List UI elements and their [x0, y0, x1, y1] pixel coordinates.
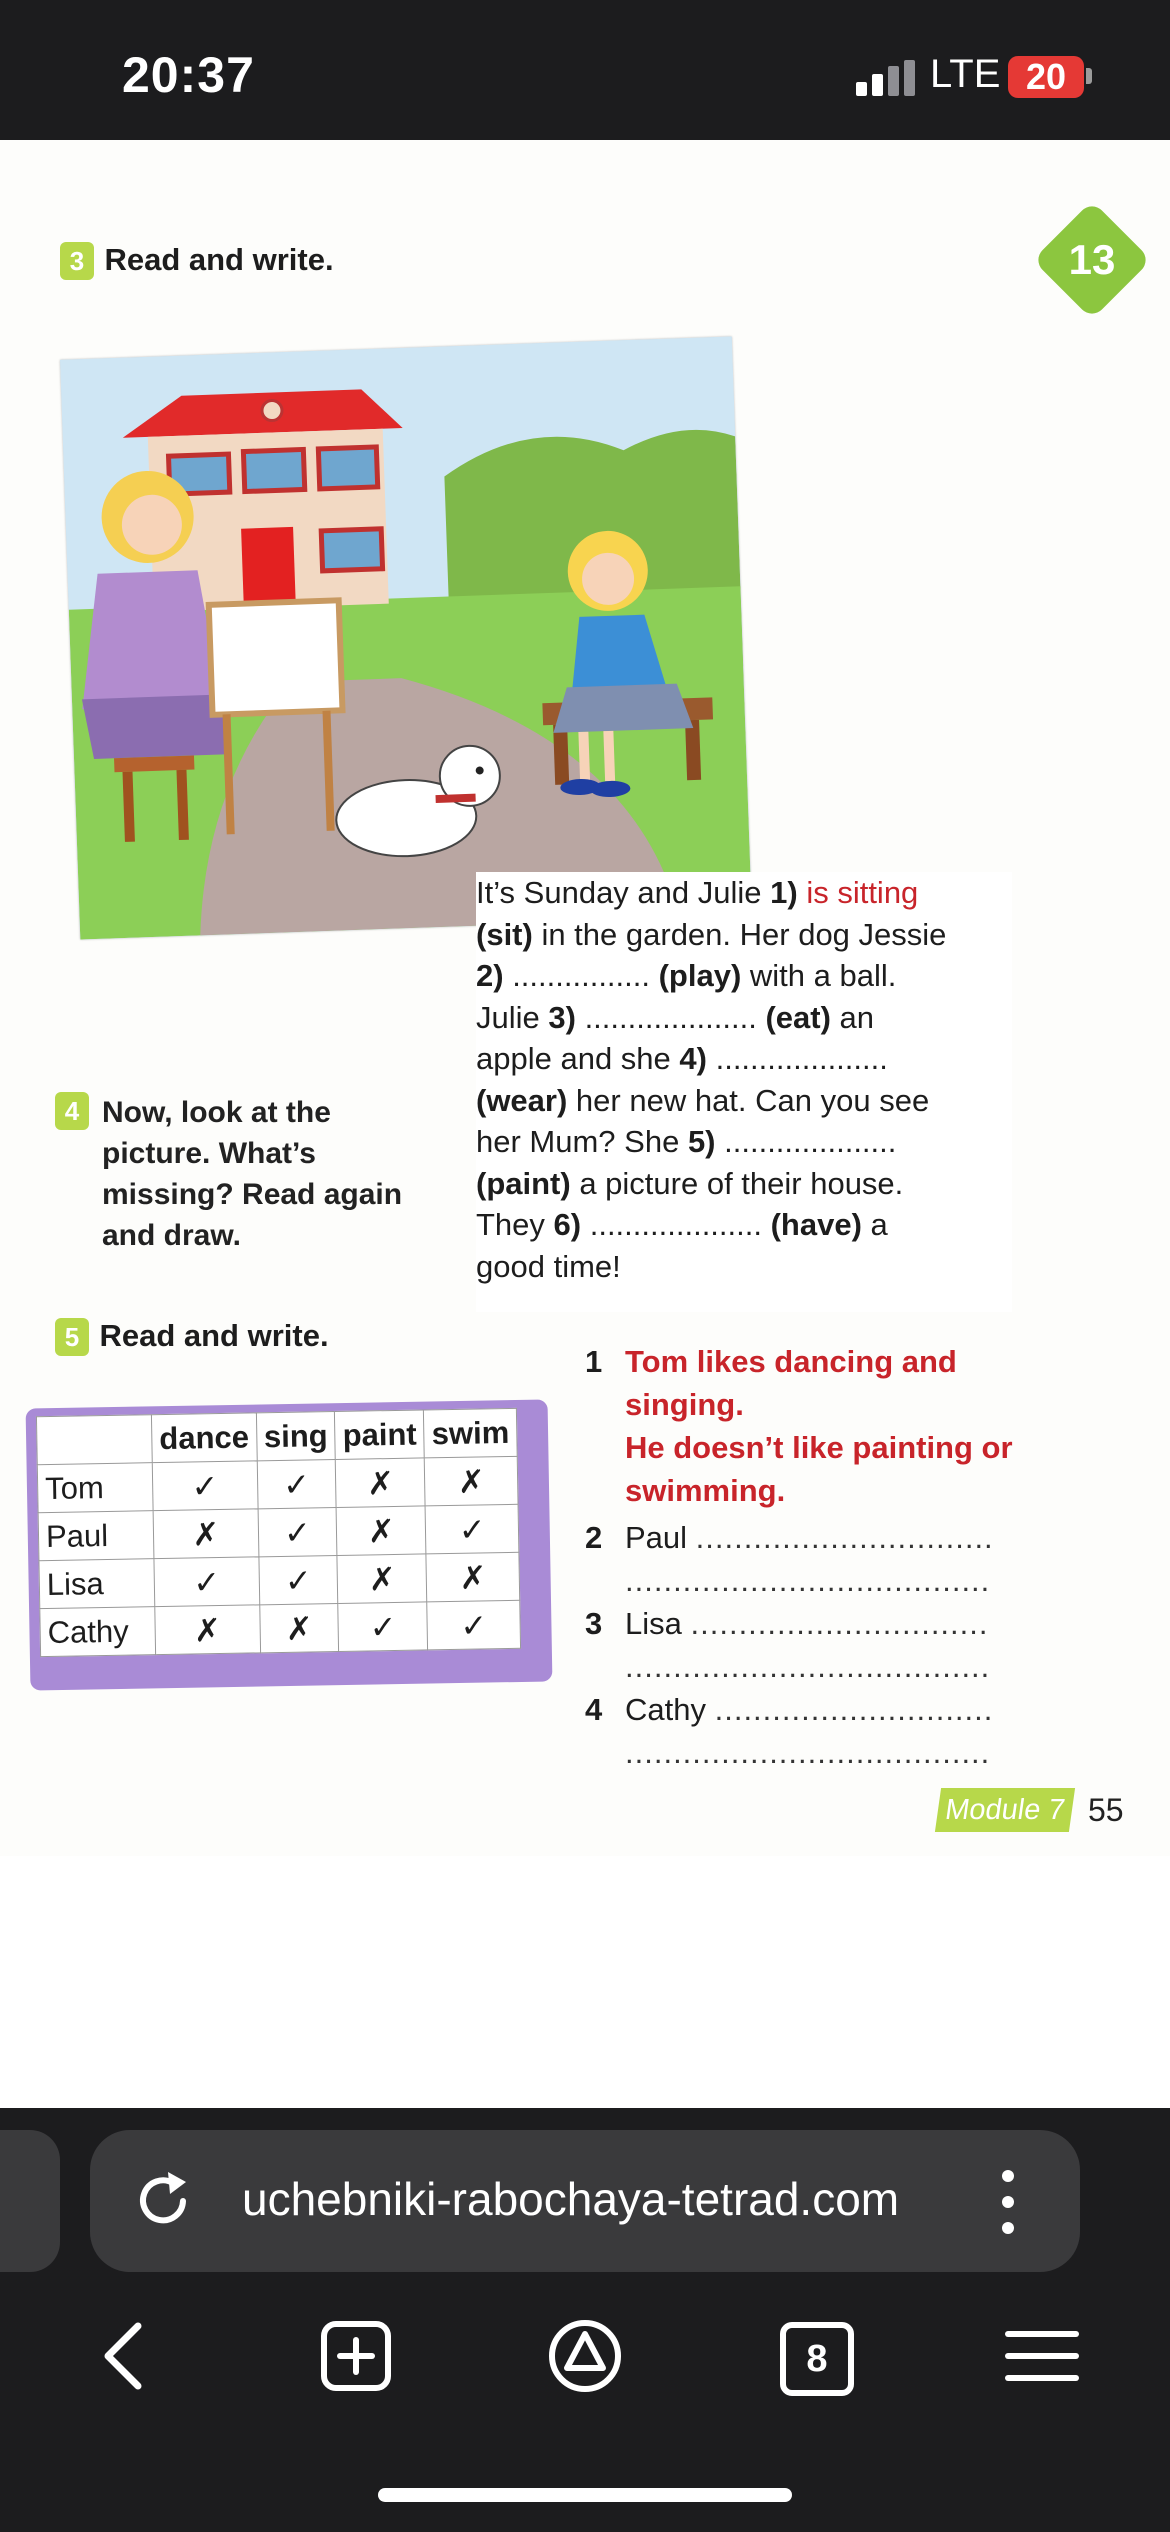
- textbook-page-image: [0, 140, 1170, 1856]
- row-name: Cathy: [40, 1607, 156, 1657]
- table-row: [38, 1504, 519, 1560]
- table-cell: ✓: [338, 1602, 428, 1652]
- row-name: Lisa: [39, 1559, 155, 1609]
- page-number: 55: [1088, 1792, 1124, 1828]
- url-text[interactable]: uchebniki-rabochaya-tetrad.com: [242, 2173, 900, 2225]
- table-cell: ✗: [259, 1603, 339, 1652]
- verb-wear: (wear): [476, 1082, 568, 1118]
- back-icon[interactable]: [88, 2316, 168, 2396]
- home-indicator[interactable]: [378, 2488, 792, 2502]
- table-row: [40, 1600, 521, 1656]
- table-header: sing: [256, 1411, 336, 1460]
- answer-dots: ......................................: [625, 1563, 991, 1598]
- task4-line-4: and draw.: [102, 1219, 241, 1252]
- table-cell: ✓: [258, 1507, 338, 1556]
- verb-have: (have): [770, 1207, 862, 1242]
- example-line-2: He doesn’t like painting or: [625, 1430, 1013, 1465]
- gap-2-number: 2): [476, 958, 504, 993]
- story-line-10: good time!: [476, 1248, 621, 1284]
- row-name: Tom: [37, 1463, 153, 1513]
- gap-2-dots: ................: [503, 958, 659, 993]
- tabs-button[interactable]: [774, 2316, 854, 2396]
- story-text: [476, 872, 1012, 1312]
- story-line-4: Julie: [476, 999, 549, 1035]
- table-cell: ✓: [425, 1504, 518, 1554]
- answer-item: [585, 1516, 1075, 1602]
- skills-table: [36, 1408, 521, 1657]
- answer-item: [585, 1688, 1075, 1774]
- new-tab-icon[interactable]: [316, 2316, 396, 2396]
- answer-name: Paul: [625, 1520, 688, 1555]
- task3-header: [60, 242, 334, 280]
- answers-section: [585, 1340, 1075, 1774]
- network-type: LTE: [930, 52, 1001, 96]
- answer-dots: ......................................: [625, 1649, 991, 1684]
- table-header-row: [36, 1408, 517, 1464]
- menu-icon[interactable]: [1002, 2316, 1082, 2396]
- table-header: swim: [424, 1408, 517, 1458]
- task4-number-badge: [55, 1092, 89, 1130]
- browser-home-icon[interactable]: [545, 2316, 625, 2396]
- battery-nub: [1086, 68, 1092, 84]
- lesson-number: 13: [1068, 236, 1116, 283]
- task3-title: Read and write.: [104, 242, 334, 277]
- story-line-8: a picture of their house.: [570, 1165, 904, 1201]
- gap-6-dots: ....................: [581, 1207, 771, 1242]
- table-cell: ✓: [257, 1459, 337, 1508]
- battery-icon: [1008, 56, 1084, 98]
- garden-scene: [60, 336, 752, 939]
- task4-number: 4: [55, 1092, 89, 1130]
- task4-line-1: Now, look at the: [102, 1096, 331, 1129]
- task4-line-2: picture. What’s: [102, 1137, 316, 1170]
- verb-sit: (sit): [476, 916, 533, 952]
- status-time: 20:37: [122, 47, 255, 103]
- more-options-icon[interactable]: [990, 2164, 1026, 2240]
- story-line-4-end: an: [830, 999, 874, 1035]
- table-header: [36, 1415, 152, 1465]
- verb-play: (play): [658, 958, 742, 993]
- module-tag: Module 7: [935, 1788, 1075, 1832]
- task4-instructions: [102, 1092, 462, 1256]
- table-cell: ✗: [153, 1509, 258, 1559]
- answer-number: 4: [585, 1692, 603, 1727]
- gap-4-dots: ....................: [706, 1041, 888, 1076]
- story-line-3: with a ball.: [741, 958, 897, 993]
- task4-line-3: missing? Read again: [102, 1178, 403, 1211]
- table-cell: ✗: [155, 1605, 260, 1655]
- story-line-9-end: a: [861, 1207, 888, 1242]
- answer-dots: ...............................: [695, 1520, 994, 1555]
- table-row: [37, 1456, 518, 1512]
- verb-paint: (paint): [476, 1165, 571, 1201]
- table-row: [39, 1552, 520, 1608]
- gap-1-number: 1): [770, 875, 798, 910]
- gap-4-number: 4): [679, 1041, 707, 1076]
- table-cell: ✓: [152, 1461, 257, 1511]
- web-page[interactable]: [0, 140, 1170, 2108]
- table-cell: ✓: [427, 1600, 520, 1650]
- gap-5-number: 5): [687, 1124, 716, 1159]
- answer-name: Lisa: [625, 1606, 682, 1641]
- answer-number: 3: [585, 1606, 603, 1641]
- story-line-5: apple and she: [476, 1041, 680, 1076]
- status-bar: [0, 0, 1170, 140]
- previous-tab-edge[interactable]: [0, 2130, 60, 2272]
- story-line-6: her new hat. Can you see: [567, 1082, 930, 1118]
- gap-3-number: 3): [548, 999, 576, 1035]
- gap-3-dots: ....................: [575, 999, 766, 1035]
- example-line-1: Tom likes dancing and singing.: [625, 1344, 957, 1422]
- task5-header: [55, 1318, 329, 1356]
- gap-1-answer: is sitting: [797, 875, 919, 910]
- answer-item: [585, 1602, 1075, 1688]
- answer-number: 1: [585, 1344, 603, 1379]
- task3-number: 3: [60, 242, 94, 280]
- task5-number: 5: [55, 1318, 89, 1356]
- table-cell: ✗: [336, 1506, 426, 1556]
- answer-dots: ......................................: [625, 1735, 991, 1770]
- table-header: paint: [335, 1410, 425, 1460]
- table-cell: ✓: [154, 1557, 259, 1607]
- answer-dots: ...............................: [690, 1606, 989, 1641]
- gap-6-number: 6): [553, 1207, 582, 1242]
- story-line-7: her Mum? She: [476, 1124, 688, 1159]
- table-cell: ✗: [337, 1554, 427, 1604]
- table-cell: ✗: [336, 1458, 426, 1508]
- gap-5-dots: ....................: [715, 1124, 897, 1159]
- answer-example: [585, 1340, 1075, 1512]
- table-cell: ✓: [259, 1555, 339, 1604]
- answer-number: 2: [585, 1520, 603, 1555]
- garden-illustration: [60, 336, 752, 939]
- example-line-3: swimming.: [625, 1473, 786, 1508]
- table-header: dance: [151, 1413, 256, 1463]
- task5-title: Read and write.: [99, 1318, 329, 1353]
- battery-level: 20: [1025, 56, 1067, 97]
- table-cell: ✗: [426, 1552, 519, 1602]
- answer-name: Cathy: [625, 1692, 706, 1727]
- row-name: Paul: [38, 1511, 154, 1561]
- tab-count: 8: [780, 2322, 854, 2396]
- story-line-9: They: [476, 1207, 554, 1242]
- table-cell: ✗: [425, 1456, 518, 1506]
- signal-icon: [856, 60, 916, 96]
- story-line-1: It’s Sunday and Julie: [476, 875, 771, 910]
- story-line-2: in the garden. Her dog Jessie: [532, 916, 947, 952]
- answer-dots: .............................: [714, 1692, 994, 1727]
- reload-icon[interactable]: [128, 2166, 198, 2236]
- verb-eat: (eat): [765, 999, 831, 1035]
